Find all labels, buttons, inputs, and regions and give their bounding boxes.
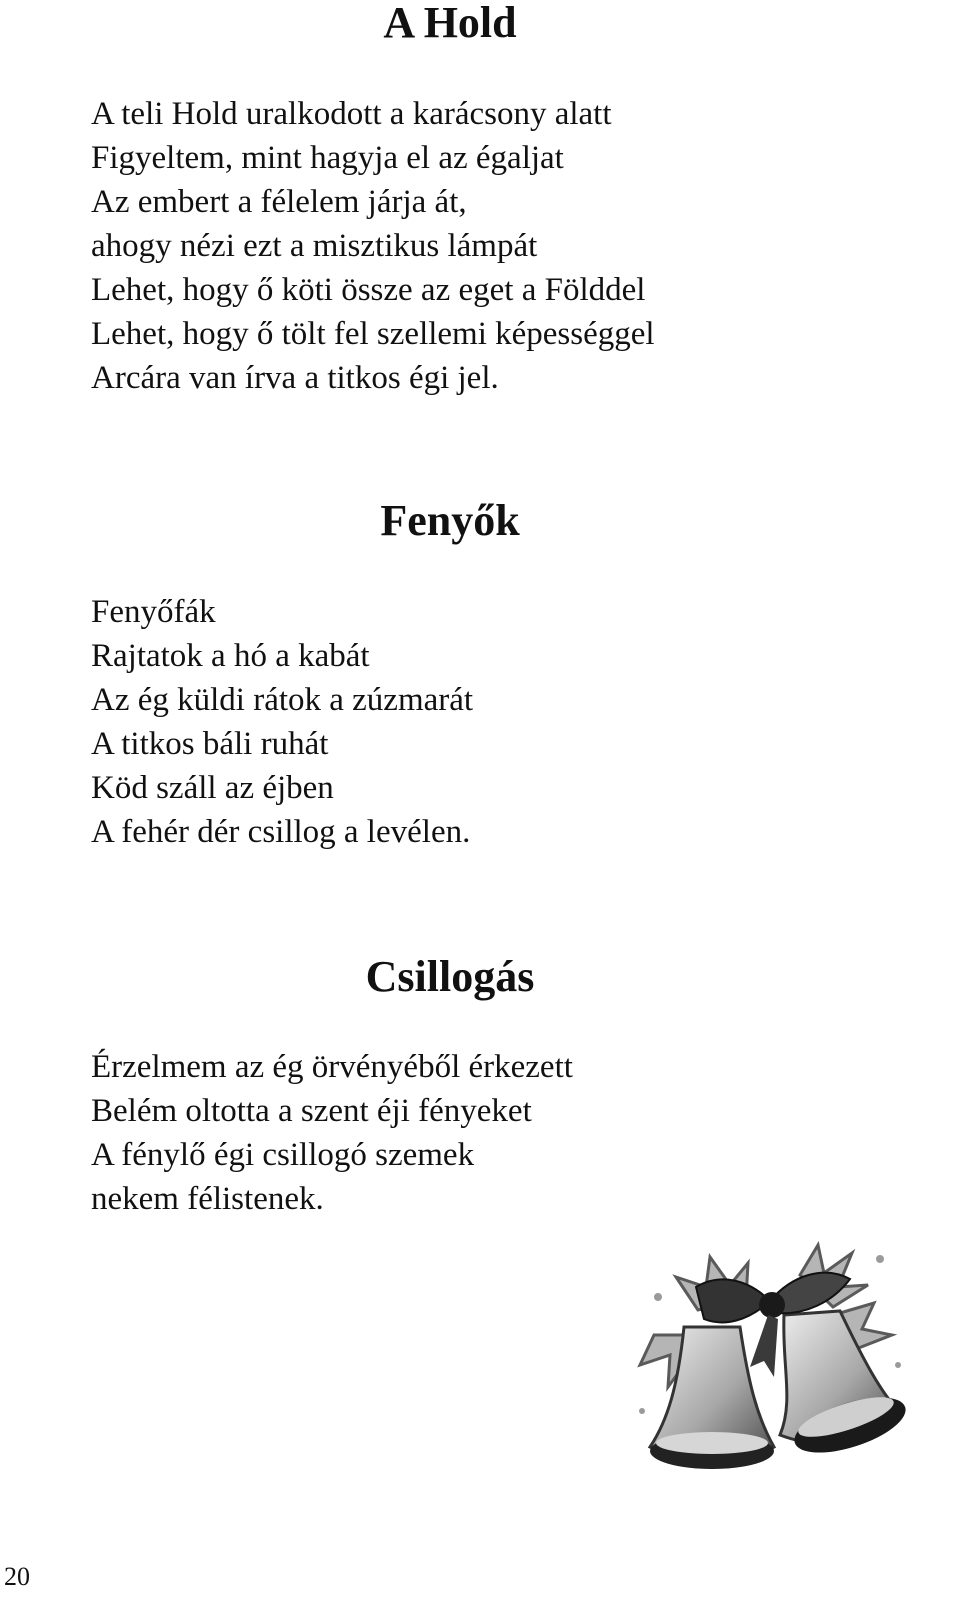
poem-line: Figyeltem, mint hagyja el az égaljat <box>91 140 564 176</box>
poem-line: Köd száll az éjben <box>91 770 334 806</box>
poem-line: ahogy nézi ezt a misztikus lámpát <box>91 228 538 264</box>
poem-line: Az ég küldi rátok a zúzmarát <box>91 682 474 718</box>
poem-body <box>91 1045 573 1221</box>
poem-line: Rajtatok a hó a kabát <box>91 638 370 674</box>
poem-line: Arcára van írva a titkos égi jel. <box>91 360 499 396</box>
poem-line: A teli Hold uralkodott a karácsony alatt <box>91 96 612 132</box>
poem-line: Lehet, hogy ő köti össze az eget a Földdel <box>91 272 646 308</box>
christmas-bells-icon <box>628 1215 913 1495</box>
poem-title: Fenyők <box>380 496 520 545</box>
poem-line: nekem félistenek. <box>91 1181 324 1217</box>
poem-title: Csillogás <box>365 952 535 1001</box>
poem-line: Belém oltotta a szent éji fényeket <box>91 1093 532 1129</box>
poem-body <box>91 92 655 400</box>
poem-line: Fenyőfák <box>91 594 216 630</box>
poem-title: A Hold <box>383 0 517 47</box>
poem-line: Lehet, hogy ő tölt fel szellemi képességgel <box>91 316 655 352</box>
poem-line: A titkos báli ruhát <box>91 726 329 762</box>
poem-line: Az embert a félelem járja át, <box>91 184 467 220</box>
page-number: 20 <box>4 1562 30 1591</box>
poem-body <box>91 590 473 854</box>
poem-line: A fénylő égi csillogó szemek <box>91 1137 475 1173</box>
poem-line: A fehér dér csillog a levélen. <box>91 814 471 850</box>
poem-line: Érzelmem az ég örvényéből érkezett <box>91 1049 573 1085</box>
